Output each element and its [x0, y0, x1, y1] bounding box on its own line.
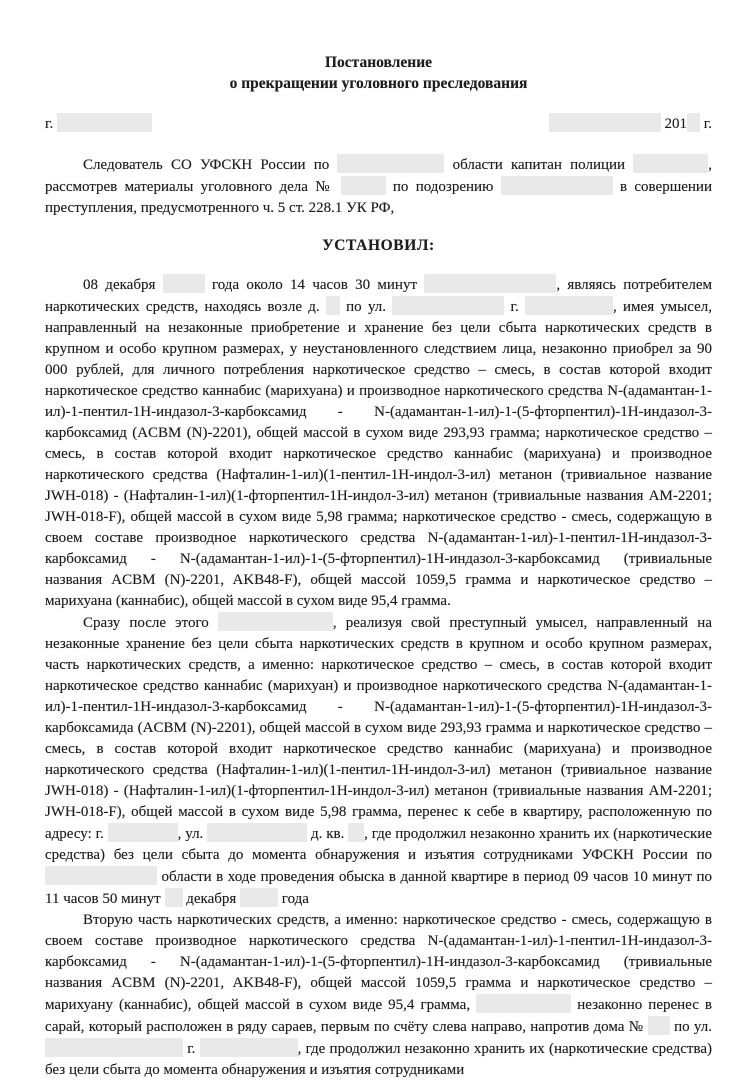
redaction-box [337, 154, 444, 173]
text-run: г. [45, 116, 57, 132]
body-paragraph [45, 910, 712, 1081]
redaction-box [218, 612, 333, 631]
redaction-box [163, 274, 205, 293]
text-run: по ул. [339, 299, 393, 315]
redaction-box [45, 866, 157, 885]
redaction-box [57, 113, 152, 132]
redaction-box [108, 823, 178, 842]
redaction-box [476, 994, 571, 1013]
text-run: , где продолжил незаконно хранить их (наркотические средства) без цели сбыта до момента обнаружения и изъятия сотрудниками [45, 1041, 712, 1078]
body-paragraphs [45, 274, 712, 1081]
text-run: д. кв. [307, 826, 349, 842]
redaction-box [165, 888, 183, 907]
redaction-box [240, 888, 278, 907]
text-run: , являясь потребителем наркотических средств, находясь возле д. [45, 277, 712, 315]
redaction-box [45, 1038, 183, 1057]
text-run: г. [700, 116, 712, 132]
dateline-date [549, 113, 712, 135]
body-paragraph [45, 612, 712, 910]
text-run: года [278, 891, 309, 907]
redaction-box [525, 296, 613, 315]
redaction-box [341, 176, 386, 195]
text-run: Следователь СО УФСКН России по [83, 157, 338, 173]
redaction-box [633, 154, 708, 173]
redaction-box [326, 296, 340, 315]
text-run: области в ходе проведения обыска в данной квартире в период 09 часов 10 минут по 11 часов 50 минут [45, 869, 712, 907]
redaction-box [200, 1038, 298, 1057]
redaction-box [207, 823, 307, 842]
redaction-box [549, 113, 661, 132]
dateline [45, 113, 712, 135]
dateline-place [45, 113, 152, 135]
text-run: , где продолжил незаконно хранить их (наркотические средства) без цели сбыта до момента обнаружения и изъятия сотрудниками УФСКН России по [45, 826, 712, 863]
text-run: , рассмотрев материалы уголовного дела № [45, 157, 712, 195]
text-run: Сразу после этого [83, 615, 218, 631]
text-run: по ул. [669, 1019, 712, 1035]
redaction-box [648, 1016, 670, 1035]
document-subtitle: о прекращении уголовного преследования [229, 75, 528, 92]
text-run: Вторую часть наркотических средств, а именно: наркотическое средство - смесь, содержащую в своем составе производное наркотического средства N-(адамантан-1-ил)-1-пентил-1Н-индазол-3-карбоксамид - N-(адамантан-1-ил)-1-(5-фторпентил)-1Н-индазол-3-карбоксамид (тривиальные названия ACBM (N)-2201, AKB48-F), общей массой 1059,5 грамма и наркотическое средство – марихуану (каннабис), общей массой в сухом виде 95,4 грамма, [45, 912, 712, 1013]
text-run: области капитан полиции [444, 157, 634, 173]
text-run: г. [504, 299, 526, 315]
redaction-box [424, 274, 556, 293]
text-run: в совершении преступления, предусмотренного ч. 5 ст. 228.1 УК РФ, [45, 179, 712, 216]
text-run: года около 14 часов 30 минут [204, 277, 425, 293]
redaction-box [348, 823, 364, 842]
document-title: Постановление [324, 54, 433, 71]
text-run: незаконно перенес в сарай, который расположен в ряду сараев, первым по счёту слева направо, напротив дома № [45, 997, 712, 1035]
text-run: г. [183, 1041, 200, 1057]
text-run: декабря [182, 891, 241, 907]
redaction-box [392, 296, 504, 315]
redaction-box [501, 176, 613, 195]
text-run: , реализуя свой преступный умысел, направленный на незаконные хранение без цели сбыта наркотических средств в крупном и особо крупном размерах, часть наркотических средств, а именно: наркотическое средство – смесь, в состав которой входит наркотическое средство каннабис (марихуан) и производное наркотического средства N-(адамантан-1-ил)-1-пентил-1Н-индазол-3-карбоксамид - N-(адамантан-1-ил)-1-(5-фторпентил)-1Н-индазол-3-карбоксамида (ACBM (N)-2201), общей массой в сухом виде 293,93 грамма и наркотическое средство – смесь, в состав которой входит наркотическое средство каннабис (марихуана) и производное наркотического средства (Нафталин-1-ил)(1-пентил-1Н-индол-3-ил) метанон (тривиальное название JWH-018) - (Нафталин-1-ил)(1-фторпентил-1Н-индол-3-ил) метанон (тривиальные названия АМ-2201; JWH-018-F), общей массой в сухом виде 5,98 грамма, перенес к себе в квартиру, расположенную по адресу: г. [45, 615, 712, 842]
resolution-heading: УСТАНОВИЛ: [322, 237, 435, 254]
text-run: , имея умысел, направленный на незаконные приобретение и хранение без цели сбыта наркотических средств в крупном и особо крупном размерах, у неустановленного следствием лица, незаконно приобрел за 90 000 рублей, для личного потребления наркотическое средство – смесь, в состав которой входит наркотическое средство каннабис (марихуана) и производное наркотического средства N-(адамантан-1-ил)-1-пентил-1Н-индазол-3-карбоксамид - N-(адамантан-1-ил)-1-(5-фторпентил)-1Н-индазол-3-карбоксамид (ACBM (N)-2201), общей массой в сухом виде 293,93 грамма; наркотическое средство – смесь, в состав которой входит наркотическое средство каннабис (марихуана) и производное наркотического средства (Нафталин-1-ил)(1-пентил-1Н-индол-3-ил) метанон (тривиальное название JWH-018) - (Нафталин-1-ил)(1-фторпентил-1Н-индол-3-ил) метанон (тривиальные названия АМ-2201; JWH-018-F), общей массой в сухом виде 5,98 грамма; наркотическое средство - смесь, содержащую в своем составе производное наркотического средства N-(адамантан-1-ил)-1-пентил-1Н-индазол-3-карбоксамид - N-(адамантан-1-ил)-1-(5-фторпентил)-1Н-индазол-3-карбоксамид (тривиальные названия ACBM (N)-2201, AKB48-F), общей массой 1059,5 грамма и наркотическое средство – марихуана (каннабис), общей массой в сухом виде 95,4 грамма. [45, 299, 712, 609]
redaction-box [687, 113, 700, 132]
text-run: 08 декабря [83, 277, 163, 293]
text-run: по подозрению [385, 179, 501, 195]
text-run: , ул. [177, 826, 208, 842]
body-paragraph [45, 274, 712, 612]
intro-paragraph [45, 154, 712, 219]
text-run: 201 [660, 116, 688, 132]
